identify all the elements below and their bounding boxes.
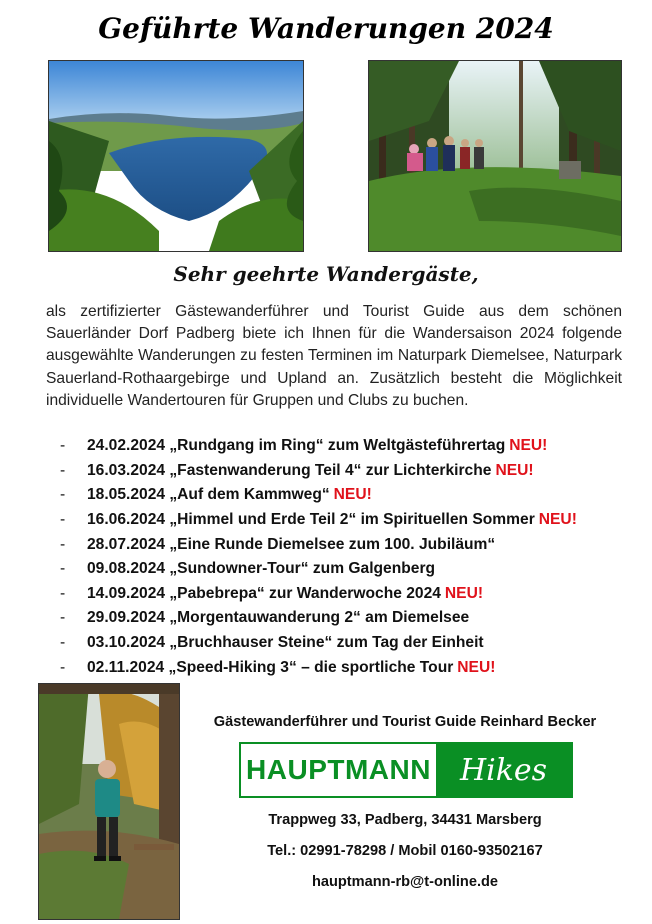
new-badge: NEU! [495, 461, 534, 479]
tour-text: 24.02.2024 „Rundgang im Ring“ zum Weltgästeführertag [87, 437, 506, 455]
lake-landscape-photo [48, 60, 304, 252]
list-dash: - [60, 560, 66, 578]
forest-hikers-photo [368, 60, 622, 252]
new-badge: NEU! [509, 437, 548, 455]
tour-text: 02.11.2024 „Speed-Hiking 3“ – die sportliche Tour [87, 658, 454, 676]
guide-name: Gästewanderführer und Tourist Guide Reinhard Becker [213, 714, 597, 730]
list-dash: - [60, 584, 66, 602]
phone-line: Tel.: 02991-78298 / Mobil 0160-93502167 [267, 843, 543, 859]
tour-item [60, 508, 640, 533]
email-line: hauptmann-rb@t-online.de [311, 874, 499, 890]
tour-list [60, 434, 640, 680]
tour-text: 09.08.2024 „Sundowner-Tour“ zum Galgenberg [87, 560, 436, 578]
list-dash: - [60, 511, 66, 529]
list-dash: - [60, 634, 66, 652]
tour-text: 16.03.2024 „Fastenwanderung Teil 4“ zur Lichterkirche [87, 461, 492, 479]
tour-text: 03.10.2024 „Bruchhauser Steine“ zum Tag der Einheit [87, 634, 484, 652]
list-dash: - [60, 461, 66, 479]
guide-portrait-photo [38, 683, 180, 920]
tour-item [60, 655, 640, 680]
new-badge: NEU! [538, 511, 577, 529]
tour-item [60, 557, 640, 582]
logo-wordmark: HAUPTMANN [241, 744, 436, 796]
logo-script: Hikes [459, 752, 548, 788]
tour-item [60, 459, 640, 484]
new-badge: NEU! [457, 658, 496, 676]
new-badge: NEU! [444, 584, 484, 602]
tour-item [60, 483, 640, 508]
tour-text: 14.09.2024 „Pabebrepa“ zur Wanderwoche 2024 [87, 584, 441, 602]
tour-text: 16.06.2024 „Himmel und Erde Teil 2“ im Spirituellen Sommer [87, 511, 535, 529]
tour-item [60, 606, 640, 631]
list-dash: - [60, 437, 66, 455]
hauptmann-hikes-logo [239, 742, 573, 798]
greeting-heading: Sehr geehrte Wandergäste, [173, 262, 479, 286]
intro-paragraph: als zertifizierter Gästewanderführer und Tourist Guide aus dem schönen Sauerländer Dorf Padberg biete ich Ihnen für die Wandersaison 2024 folgende ausgewählte Wanderungen zu festen Terminen im Naturpark Diemelsee, Naturpark Sauerland-Rothaargebirge und Upland an. Zusätzlich besteht die Möglichkeit individuelle Wandertouren für Gruppen und Clubs zu buchen. [46, 303, 622, 409]
list-dash: - [60, 658, 66, 676]
tour-item [60, 582, 640, 607]
tour-item [60, 532, 640, 557]
page-title: Geführte Wanderungen 2024 [98, 12, 554, 45]
list-dash: - [60, 486, 66, 504]
tour-text: 29.09.2024 „Morgentauwanderung 2“ am Diemelsee [87, 609, 470, 627]
new-badge: NEU! [333, 486, 372, 504]
tour-text: 18.05.2024 „Auf dem Kammweg“ [87, 486, 330, 504]
list-dash: - [60, 535, 66, 553]
list-dash: - [60, 609, 66, 627]
address-line: Trappweg 33, Padberg, 34431 Marsberg [268, 812, 542, 828]
tour-text: 28.07.2024 „Eine Runde Diemelsee zum 100. Jubiläum“ [87, 535, 496, 553]
tour-item [60, 434, 640, 459]
tour-item [60, 631, 640, 656]
